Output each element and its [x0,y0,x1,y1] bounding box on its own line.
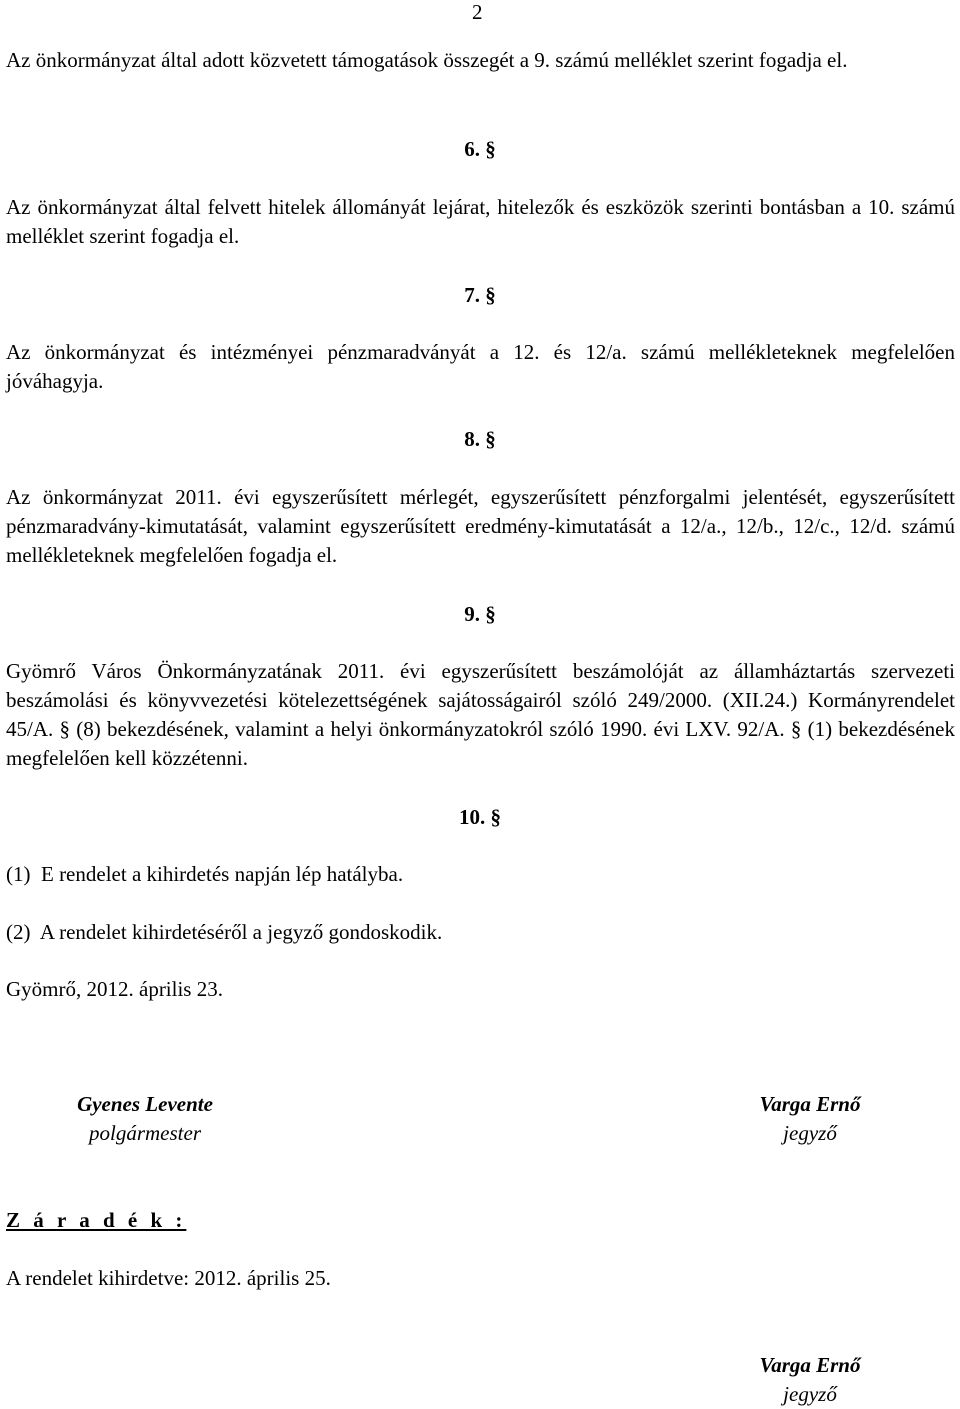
date-place: Gyömrő, 2012. április 23. [6,977,223,1001]
signature-left-role: polgármester [89,1121,201,1145]
zaradek-title: Z á r a d é k : [6,1208,187,1232]
section-heading-10: 10. § [459,805,501,829]
zaradek-signature-name: Varga Ernő [759,1353,861,1377]
section-heading-7: 7. § [464,283,496,307]
section-heading-9: 9. § [464,602,496,626]
signature-right [720,1090,900,1148]
signature-left-name: Gyenes Levente [77,1092,213,1116]
section-heading-8: 8. § [464,427,496,451]
signature-right-name: Varga Ernő [759,1092,861,1116]
signature-right-role: jegyző [783,1121,837,1145]
zaradek-signature [720,1351,900,1409]
paragraph-section-8: Az önkormányzat 2011. évi egyszerűsített mérlegét, egyszerűsített pénzforgalmi jelentését, egyszerűsített pénzmaradvány-kimutatását, valamint egyszerűsített eredmény-kimutatását a 12/a., 12/b., 12/c., 12/d. számú mellékleteknek megfelelően fogadja el. [6,485,955,567]
paragraph-section-10-2: (2) A rendelet kihirdetéséről a jegyző gondoskodik. [6,920,443,944]
zaradek-text: A rendelet kihirdetve: 2012. április 25. [6,1266,331,1290]
page-number: 2 [472,0,483,24]
paragraph-section-6: Az önkormányzat által felvett hitelek állományát lejárat, hitelezők és eszközök szerinti bontásban a 10. számú melléklet szerint fogadja el. [6,195,955,248]
section-heading-6: 6. § [464,137,496,161]
zaradek-signature-role: jegyző [783,1382,837,1406]
paragraph-intro: Az önkormányzat által adott közvetett támogatások összegét a 9. számú melléklet szerint fogadja el. [6,48,848,72]
paragraph-section-10-1: (1) E rendelet a kihirdetés napján lép hatályba. [6,862,404,886]
paragraph-section-9: Gyömrő Város Önkormányzatának 2011. évi egyszerűsített beszámolóját az államháztartás szervezeti beszámolási és könyvvezetési kötelezettségének sajátosságairól szóló 249/2000. (XII.24.) Kormányrendelet 45/A. § (8) bekezdésének, valamint a helyi önkormányzatokról szóló 1990. évi LXV. 92/A. § (1) bekezdésének megfelelően kell közzétenni. [6,659,955,770]
paragraph-section-7: Az önkormányzat és intézményei pénzmaradványát a 12. és 12/a. számú mellékleteknek megfelelően jóváhagyja. [6,340,955,393]
signature-left [40,1090,250,1148]
